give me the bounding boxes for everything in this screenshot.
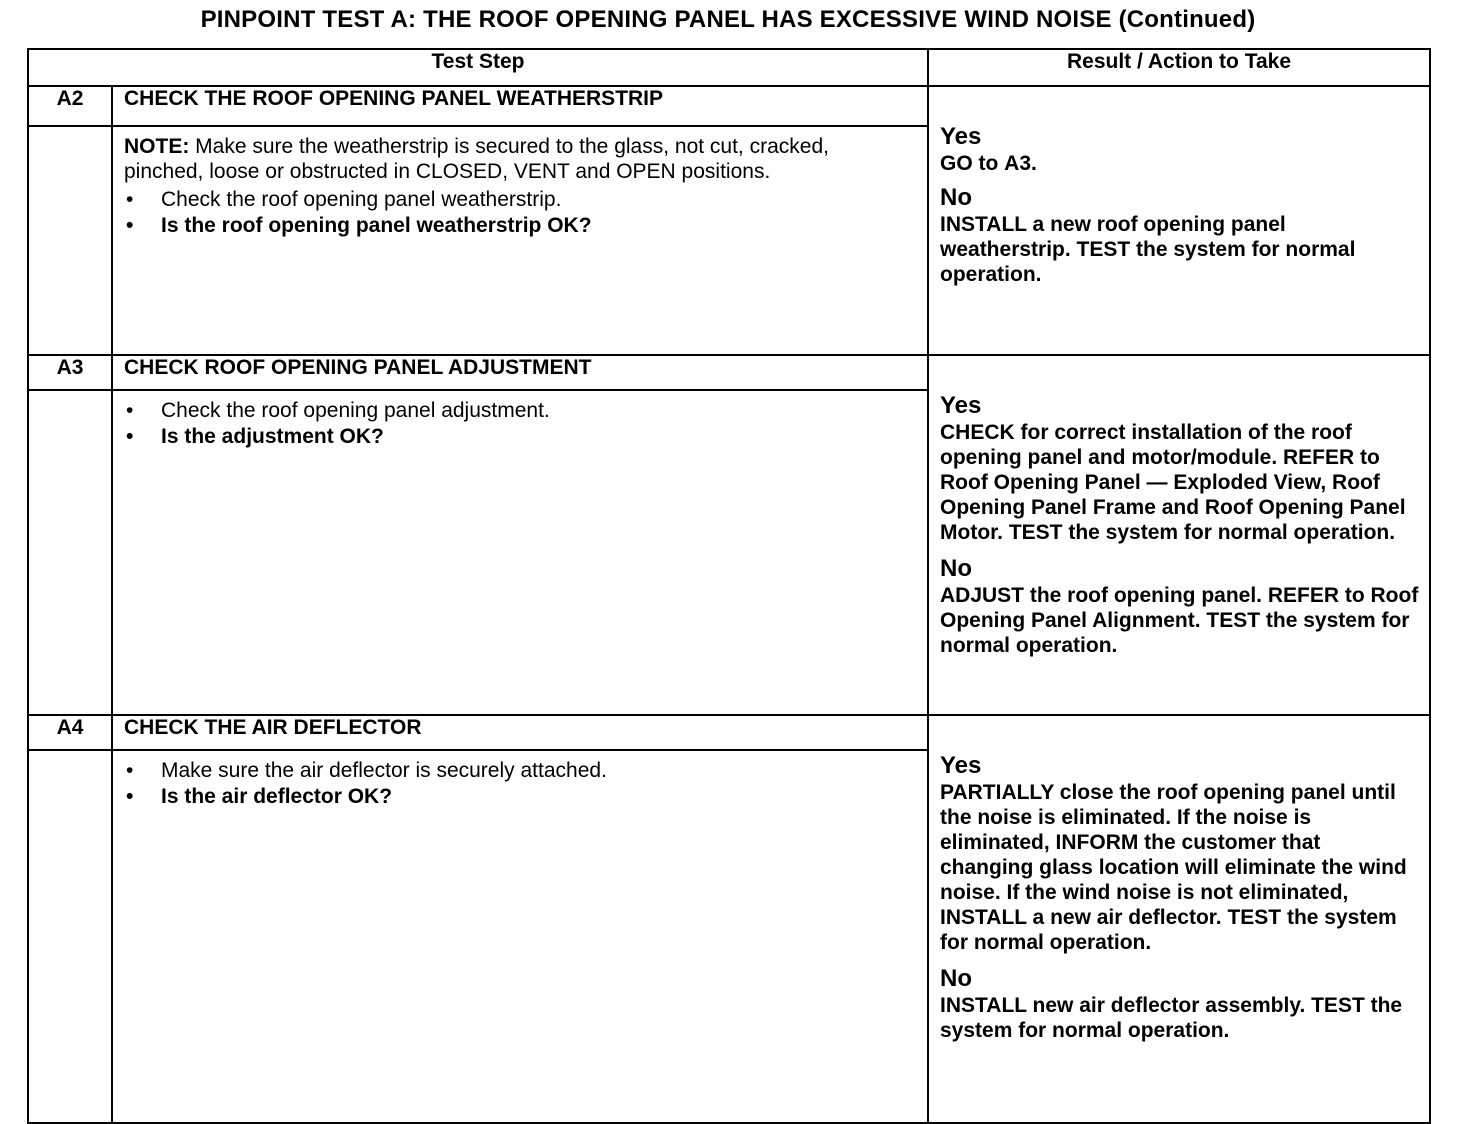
step-body [112,750,928,1123]
bullet-question: • Is the roof opening panel weatherstrip OK? [126,214,592,238]
bullet-item: • Check the roof opening panel adjustment. [126,399,550,423]
step-title: CHECK ROOF OPENING PANEL ADJUSTMENT [112,355,928,390]
page-title: PINPOINT TEST A: THE ROOF OPENING PANEL HAS EXCESSIVE WIND NOISE (Continued) [200,6,1256,33]
step-id-spacer [28,390,112,715]
pinpoint-test-table [27,48,1431,1124]
yes-label: Yes [940,123,982,150]
step-reference: A3 [1004,152,1032,175]
no-action: INSTALL a new roof opening panel weatherstrip. TEST the system for normal operation. [940,213,1356,286]
table-header-row [28,49,1430,86]
yes-label: Yes [940,752,982,779]
yes-label: Yes [940,392,982,419]
bullet-question: • Is the adjustment OK? [126,425,384,449]
step-id: A4 [28,715,112,750]
step-body [112,126,928,355]
no-action: ADJUST the roof opening panel. REFER to Roof Opening Panel Alignment. TEST the system for normal operation. [940,584,1419,657]
step-id-spacer [28,126,112,355]
result-header: Result / Action to Take [928,49,1430,86]
result-cell [928,715,1430,1123]
step-id-spacer [28,750,112,1123]
step-id: A2 [28,86,112,126]
step-title: CHECK THE AIR DEFLECTOR [112,715,928,750]
result-cell [928,355,1430,715]
no-label: No [940,965,972,992]
yes-action: CHECK for correct installation of the roof opening panel and motor/module. REFER to Roof Opening Panel — Exploded View, Roof Opening Panel Frame and Roof Opening Panel Motor. TEST the system for normal operation. [940,421,1406,544]
note-text: NOTE: Make sure the weatherstrip is secured to the glass, not cut, cracked, pinched, loose or obstructed in CLOSED, VENT and OPEN positions. [124,135,829,184]
step-body [112,390,928,715]
no-label: No [940,184,972,211]
no-label: No [940,555,972,582]
bullet-item: • Check the roof opening panel weatherstrip. [126,188,562,212]
step-title: CHECK THE ROOF OPENING PANEL WEATHERSTRIP [112,86,928,126]
result-cell [928,86,1430,355]
step-header-row [28,355,1430,390]
yes-action: PARTIALLY close the roof opening panel until the noise is eliminated. If the noise is eliminated, INFORM the customer that changing glass location will eliminate the wind noise. If the wind noise is not eliminated, INSTALL a new air deflector. TEST the system for normal operation. [940,781,1407,954]
bullet-item: • Make sure the air deflector is securely attached. [126,759,607,783]
note-label: NOTE: [124,135,190,159]
step-id: A3 [28,355,112,390]
no-action: INSTALL new air deflector assembly. TEST the system for normal operation. [940,994,1403,1042]
step-header-row [28,86,1430,126]
step-header-row [28,715,1430,750]
test-step-header: Test Step [28,49,928,86]
yes-action: GO to A3. [940,152,1037,175]
bullet-question: • Is the air deflector OK? [126,785,393,809]
